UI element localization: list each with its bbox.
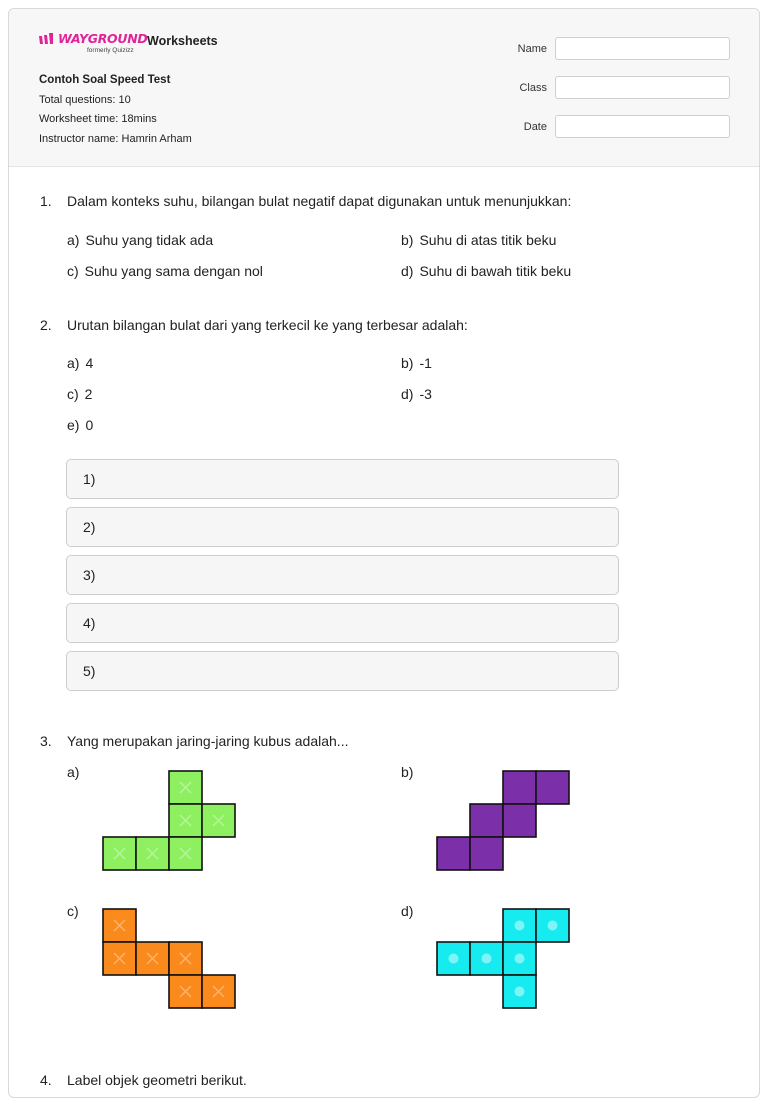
logo-text: WAYGROUND — [58, 31, 148, 46]
worksheet-header — [9, 9, 759, 167]
net-mark — [515, 987, 525, 997]
option-d[interactable] — [401, 263, 571, 279]
net-mark — [449, 954, 459, 964]
option-letter: d) — [401, 386, 414, 402]
net-square — [536, 771, 569, 804]
option-text: Suhu di atas titik beku — [419, 232, 557, 248]
option-a[interactable] — [67, 232, 213, 248]
total-questions: Total questions: 10 — [39, 93, 131, 106]
option-a-letter[interactable]: a) — [67, 764, 80, 780]
question-text: Dalam konteks suhu, bilangan bulat negatif dapat digunakan untuk menunjukkan: — [67, 193, 572, 209]
option-letter: b) — [401, 355, 414, 371]
order-slot-5[interactable]: 5) — [66, 651, 619, 691]
cube-net-a-image[interactable] — [89, 767, 239, 877]
net-mark — [515, 921, 525, 931]
option-letter: a) — [67, 232, 80, 248]
option-text: 0 — [85, 417, 94, 433]
order-slot-2[interactable]: 2) — [66, 507, 619, 547]
cube-net-b-image[interactable] — [423, 767, 573, 877]
worksheet-meta — [39, 71, 192, 149]
option-text: Suhu yang tidak ada — [85, 232, 214, 248]
question-number: 3. — [40, 733, 52, 749]
option-text: 2 — [84, 386, 93, 402]
order-slot-3[interactable]: 3) — [66, 555, 619, 595]
net-square — [437, 837, 470, 870]
worksheet-time: Worksheet time: 18mins — [39, 113, 157, 125]
name-label: Name — [517, 43, 547, 55]
option-text: 4 — [85, 355, 94, 371]
option-d — [401, 386, 432, 402]
net-square — [470, 837, 503, 870]
question-text: Label objek geometri berikut. — [67, 1072, 247, 1088]
worksheet-page — [8, 8, 760, 1098]
logo-subtitle: formerly Quizizz — [87, 47, 134, 54]
date-field[interactable] — [555, 115, 730, 138]
question-text: Urutan bilangan bulat dari yang terkecil ke yang terbesar adalah: — [67, 317, 468, 333]
option-c — [67, 386, 92, 402]
option-letter: e) — [67, 417, 80, 433]
wayground-logo — [39, 31, 148, 57]
net-mark — [515, 954, 525, 964]
net-square — [470, 804, 503, 837]
option-letter: b) — [401, 232, 414, 248]
cube-net-c-image[interactable] — [89, 905, 249, 1015]
option-letter: d) — [401, 263, 414, 279]
option-b-letter[interactable]: b) — [401, 764, 414, 780]
option-e — [67, 417, 93, 433]
option-letter: c) — [67, 386, 79, 402]
question-number: 4. — [40, 1072, 52, 1088]
class-field[interactable] — [555, 76, 730, 99]
option-d-letter[interactable]: d) — [401, 903, 414, 919]
cube-net-d-image[interactable] — [423, 905, 573, 1015]
net-mark — [482, 954, 492, 964]
question-number: 2. — [40, 317, 52, 333]
worksheet-title: Contoh Soal Speed Test — [39, 74, 171, 86]
option-c[interactable] — [67, 263, 263, 279]
option-a — [67, 355, 93, 371]
option-text: -1 — [419, 355, 432, 371]
name-field[interactable] — [555, 37, 730, 60]
question-text: Yang merupakan jaring-jaring kubus adalah... — [67, 733, 349, 749]
date-label: Date — [523, 121, 547, 133]
net-square — [503, 771, 536, 804]
net-square — [503, 804, 536, 837]
net-mark — [548, 921, 558, 931]
option-text: Suhu yang sama dengan nol — [84, 263, 263, 279]
option-letter: c) — [67, 263, 79, 279]
product-name: Worksheets — [147, 34, 218, 48]
option-c-letter[interactable]: c) — [67, 903, 79, 919]
option-text: Suhu di bawah titik beku — [419, 263, 572, 279]
question-number: 1. — [40, 193, 52, 209]
option-b[interactable] — [401, 232, 556, 248]
order-slot-4[interactable]: 4) — [66, 603, 619, 643]
logo-mark-icon — [39, 33, 57, 45]
brand — [39, 31, 218, 57]
option-b — [401, 355, 432, 371]
option-text: -3 — [419, 386, 432, 402]
class-label: Class — [519, 82, 547, 94]
option-letter: a) — [67, 355, 80, 371]
order-slot-1[interactable]: 1) — [66, 459, 619, 499]
instructor-name: Instructor name: Hamrin Arham — [39, 132, 192, 145]
